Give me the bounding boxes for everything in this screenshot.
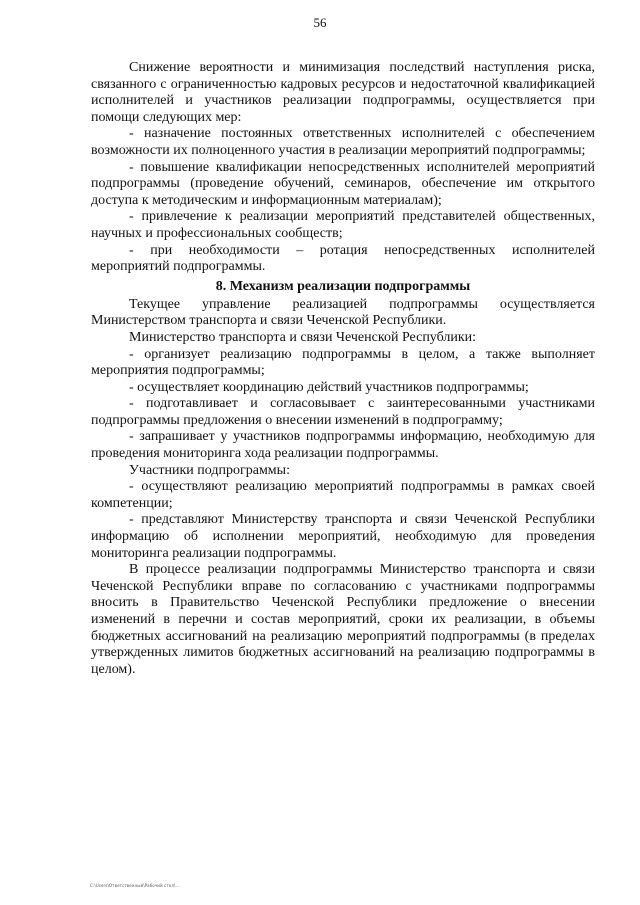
measure-item-qualification: - повышение квалификации непосредственных исполнителей мероприятий подпрограммы (проведение обучений, семинаров, обеспечение им открытого доступа к методическим и информационным материалам); (91, 159, 595, 208)
document-body (91, 60, 595, 678)
ministry-intro-line: Министерство транспорта и связи Чеченской Республики: (129, 329, 477, 345)
participants-duty-report: - представляют Министерству транспорта и связи Чеченской Республики информацию об исполнении мероприятий, необходимую для проведения мониторинга реализации подпрограммы. (91, 512, 595, 561)
footer-file-path: С:\Users\Ответственный\Рабочий стол\... (90, 883, 180, 888)
ministry-duty-coordinates: - осуществляет координацию действий участников подпрограммы; (129, 379, 529, 395)
measure-item-rotation: - при необходимости – ротация непосредственных исполнителей мероприятий подпрограммы. (91, 242, 595, 275)
measure-item-appoint-executors: - назначение постоянных ответственных исполнителей с обеспечением возможности их полноценного участия в реализации мероприятий подпрограммы; (91, 126, 595, 158)
ministry-duty-requests: - запрашивает у участников подпрограммы информацию, необходимую для проведения мониторинга хода реализации подпрограммы. (91, 429, 595, 462)
risk-mitigation-intro-paragraph: Снижение вероятности и минимизация последствий наступления риска, связанного с ограниченностью кадровых ресурсов и недостаточной квалификацией исполнителей и участников реализации подпрограммы, осуществляется при помощи следующих мер: (91, 60, 595, 125)
page-number: 56 (313, 15, 327, 30)
section-heading: 8. Механизм реализации подпрограммы (215, 278, 471, 294)
ministry-duty-prepares: - подготавливает и согласовывает с заинтересованными участниками подпрограммы предложения о внесении изменений в подпрограмму; (91, 396, 595, 428)
amendment-procedure-paragraph: В процессе реализации подпрограммы Министерство транспорта и связи Чеченской Республики вправе по согласованию с участниками подпрограммы вносить в Правительство Чеченской Республики предложение о внесении изменений в перечни и состав мероприятий, сроки их реализации, в объемы бюджетных ассигнований на реализацию мероприятий подпрограммы (в пределах утвержденных лимитов бюджетных ассигнований на реализацию подпрограммы в целом). (91, 562, 595, 677)
participants-intro-line: Участники подпрограммы: (129, 462, 290, 478)
ministry-duty-organizes: - организует реализацию подпрограммы в целом, а также выполняет мероприятия подпрограммы; (91, 346, 595, 379)
measure-item-communities: - привлечение к реализации мероприятий представителей общественных, научных и профессиональных сообществ; (91, 209, 595, 241)
participants-duty-implement: - осуществляют реализацию мероприятий подпрограммы в рамках своей компетенции; (91, 479, 595, 511)
current-management-paragraph: Текущее управление реализацией подпрограммы осуществляется Министерством транспорта и связи Чеченской Республики. (91, 296, 595, 329)
